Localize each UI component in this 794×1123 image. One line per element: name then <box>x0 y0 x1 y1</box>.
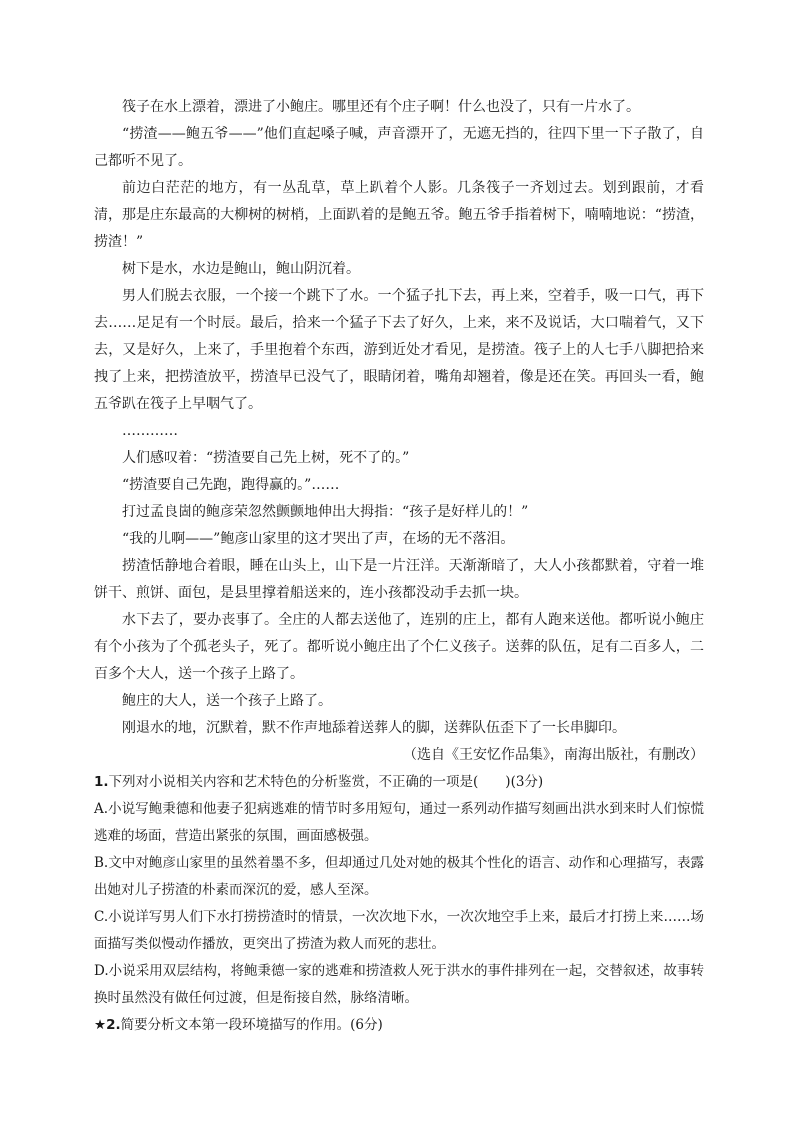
story-ellipsis: ………… <box>122 423 178 439</box>
question-2-text: 简要分析文本第一段环境描写的作用。(6分) <box>120 1017 383 1033</box>
option-a: A.小说写鲍秉德和他妻子犯病逃难的情节时多用短句，通过一系列动作描写刻画出洪水到来时人们惊慌逃难的场面，营造出紧张的氛围，画面感极强。 <box>94 801 704 844</box>
story-body <box>94 94 704 769</box>
question-2-number: 2. <box>106 1017 121 1033</box>
question-1-stem <box>94 769 704 796</box>
option-d: D.小说采用双层结构，将鲍秉德一家的逃难和捞渣救人死于洪水的事件排列在一起，交替叙述，故事转换时虽然没有做任何过渡，但是衔接自然，脉络清晰。 <box>94 963 704 1006</box>
story-paragraph: 前边白茫茫的地方，有一丛乱草，草上趴着个人影。几条筏子一齐划过去。划到跟前，才看清，那是庄东最高的大柳树的树梢，上面趴着的是鲍五爷。鲍五爷手指着树下，喃喃地说：“捞渣，捞渣！” <box>94 180 704 250</box>
story-paragraph: 人们感叹着：“捞渣要自己先上树，死不了的。” <box>122 450 410 466</box>
story-paragraph: “捞渣要自己先跑，跑得赢的。”…… <box>122 477 340 493</box>
story-paragraph: 打过孟良崮的鲍彦荣忽然颤颤地伸出大拇指：“孩子是好样儿的！” <box>122 504 529 520</box>
story-source: （选自《王安忆作品集》，南海出版社，有删改） <box>403 747 704 763</box>
story-paragraph: “捞渣——鲍五爷——”他们直起嗓子喊，声音漂开了，无遮无挡的，往四下里一下子散了，自己都听不见了。 <box>94 126 704 169</box>
story-paragraph: 筏子在水上漂着，漂进了小鲍庄。哪里还有个庄子啊！什么也没了，只有一片水了。 <box>122 99 640 115</box>
story-paragraph: 男人们脱去衣服，一个接一个跳下了水。一个猛子扎下去，再上来，空着手，吸一口气，再下去……足足有一个时辰。最后，拾来一个猛子下去了好久，上来，来不及说话，大口喘着气，又下去，又是好久，上来了，手里抱着个东西，游到近处才看见，是捞渣。筏子上的人七手八脚把拾来拽了上来，把捞渣放平，捞渣早已没气了，眼睛闭着，嘴角却翘着，像是还在笑。再回头一看，鲍五爷趴在筏子上早咽气了。 <box>94 288 704 412</box>
story-paragraph: “我的儿啊——”鲍彦山家里的这才哭出了声，在场的无不落泪。 <box>122 531 515 547</box>
story-paragraph: 捞渣恬静地合着眼，睡在山头上，山下是一片汪洋。天渐渐暗了，大人小孩都默着，守着一堆饼干、煎饼、面包，是县里撑着船送来的，连小孩都没动手去抓一块。 <box>94 558 704 601</box>
star-icon: ★ <box>94 1017 107 1033</box>
question-1-text: 下列对小说相关内容和艺术特色的分析鉴赏，不正确的一项是( )(3分) <box>108 774 544 790</box>
question-2 <box>94 1012 704 1039</box>
document-page <box>94 94 704 1039</box>
story-paragraph: 树下是水，水边是鲍山，鲍山阴沉着。 <box>122 261 360 277</box>
option-c: C.小说详写男人们下水打捞捞渣时的情景，一次次地下水，一次次地空手上来，最后才打捞上来……场面描写类似慢动作播放，更突出了捞渣为救人而死的悲壮。 <box>94 909 704 952</box>
option-b: B.文中对鲍彦山家里的虽然着墨不多，但却通过几处对她的极其个性化的语言、动作和心理描写，表露出她对儿子捞渣的朴素而深沉的爱，感人至深。 <box>94 855 704 898</box>
story-paragraph: 刚退水的地，沉默着，默不作声地舔着送葬人的脚，送葬队伍歪下了一长串脚印。 <box>122 720 626 736</box>
story-paragraph: 鲍庄的大人，送一个孩子上路了。 <box>122 693 332 709</box>
question-2-stem <box>94 1012 704 1039</box>
question-1-number: 1. <box>94 774 109 790</box>
story-paragraph: 水下去了，要办丧事了。全庄的人都去送他了，连别的庄上，都有人跑来送他。都听说小鲍庄有个小孩为了个孤老头子，死了。都听说小鲍庄出了个仁义孩子。送葬的队伍，足有二百多人，二百多个大人，送一个孩子上路了。 <box>94 612 704 682</box>
question-1 <box>94 769 704 1012</box>
